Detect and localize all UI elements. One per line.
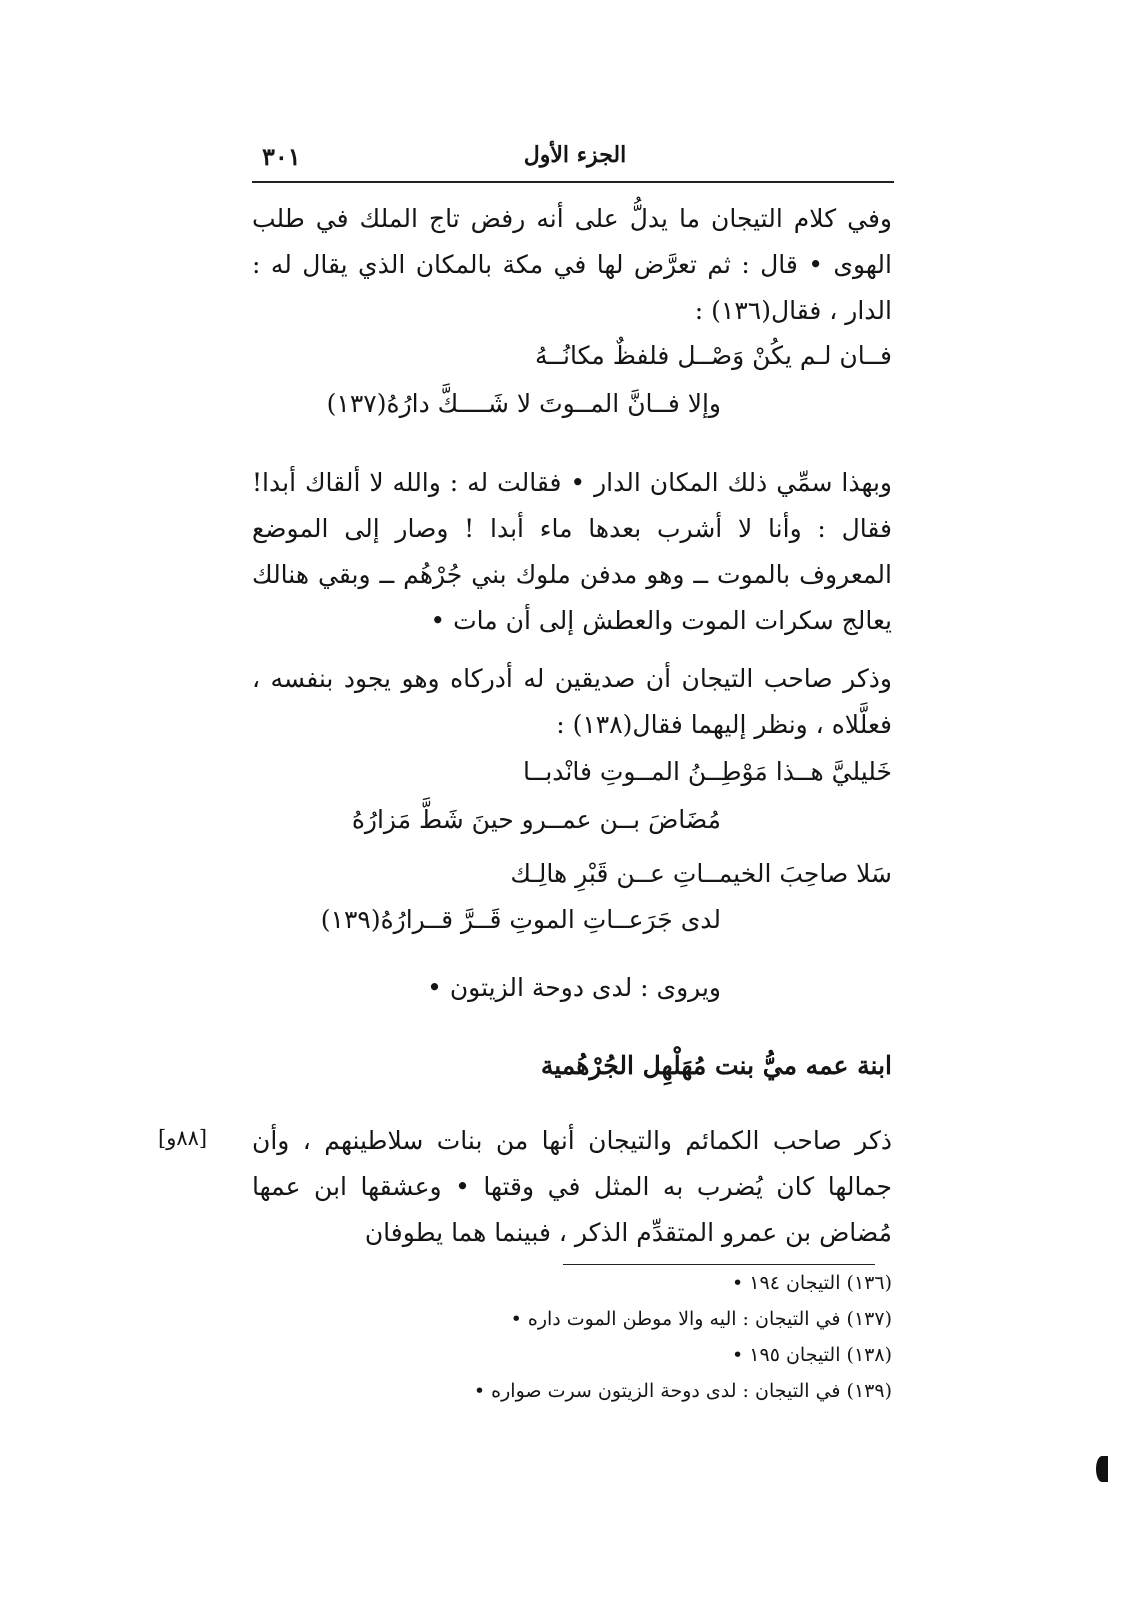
page-number: ٣٠١: [262, 142, 301, 171]
verse-line: مُضَاضَ بــن عمــرو حينَ شَطَّ مَزارُهُ: [351, 805, 721, 834]
verse-line: سَلا صاحِبَ الخيمــاتِ عــن قَبْرِ هالِـك: [510, 859, 892, 888]
variant-reading: ويروى : لدى دوحة الزيتون •: [427, 973, 721, 1002]
footnote: (١٣٦) التيجان ١٩٤ •: [732, 1272, 892, 1294]
manuscript-folio-note: [٨٨و]: [158, 1126, 208, 1150]
verse-line: خَليليَّ هــذا مَوْطِــنُ المــوتِ فانْدبــا: [523, 757, 892, 786]
header-rule: [252, 181, 894, 183]
scan-edge-mark: [1096, 1456, 1108, 1482]
verse-line: فــان لـم يكُنْ وَصْــل فلفظٌ مكانُــهُ: [535, 341, 892, 370]
footnote: (١٣٩) في التيجان : لدى دوحة الزيتون سرت صواره •: [473, 1380, 892, 1402]
paragraph: وفي كلام التيجان ما يدلُّ على أنه رفض تاج الملك في طلب الهوى • قال : ثم تعرَّض لها في مكة بالمكان الذي يقال له : الدار ، فقال(١٣٦) :: [252, 204, 892, 325]
paragraph: وبهذا سمِّي ذلك المكان الدار • فقالت له : والله لا ألقاك أبدا! فقال : وأنا لا أشرب بعدها ماء أبدا ! وصار إلى الموضع المعروف بالموت ــ وهو مدفن ملوك بني جُرْهُم ــ وبقي هنالك يعالج سكرات الموت والعطش إلى أن مات •: [252, 468, 892, 635]
footnote: (١٣٨) التيجان ١٩٥ •: [732, 1344, 892, 1366]
paragraph: وذكر صاحب التيجان أن صديقين له أدركاه وهو يجود بنفسه ، فعلَّلاه ، ونظر إليهما فقال(١٣٨) :: [252, 664, 892, 739]
running-head-title: الجزء الأول: [523, 142, 627, 168]
section-heading: ابنة عمه ميُّ بنت مُهَلْهِل الجُرْهُمية: [540, 1051, 892, 1080]
footnote: (١٣٧) في التيجان : اليه والا موطن الموت داره •: [510, 1308, 892, 1330]
verse-line: وإلا فــانَّ المــوتَ لا شَــــكَّ دارُهُ(١٣٧): [326, 389, 721, 418]
footnote-rule: [563, 1264, 875, 1265]
paragraph: ذكر صاحب الكمائم والتيجان أنها من بنات سلاطينهم ، وأن جمالها كان يُضرب به المثل في وقتها • وعشقها ابن عمها مُضاض بن عمرو المتقدِّم الذكر ، فبينما هما يطوفان: [252, 1126, 892, 1247]
verse-line: لدى جَرَعــاتِ الموتِ قَــرَّ قــرارُهُ(١٣٩): [320, 905, 721, 934]
